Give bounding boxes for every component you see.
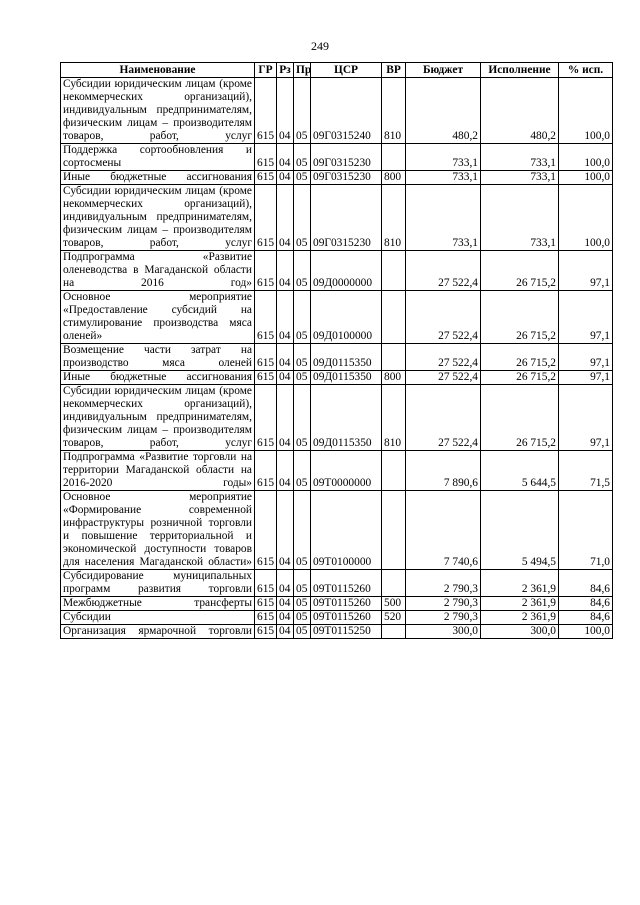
cell-budget: 27 522,4 bbox=[406, 371, 481, 385]
cell-name: Поддержка сортообновления и сортосмены bbox=[61, 144, 255, 171]
header-percent: % исп. bbox=[559, 63, 613, 78]
cell-name: Субсидии юридическим лицам (кроме некоммерческих организаций), индивидуальным предпринимателям, физическим лицам – производителям товаров, работ, услуг bbox=[61, 185, 255, 251]
cell-name: Субсидии bbox=[61, 611, 255, 625]
cell-percent: 100,0 bbox=[559, 625, 613, 639]
cell-csr: 09Д0115350 bbox=[311, 371, 382, 385]
cell-budget: 27 522,4 bbox=[406, 251, 481, 291]
cell-percent: 97,1 bbox=[559, 291, 613, 344]
table-row bbox=[61, 344, 613, 371]
table-row bbox=[61, 185, 613, 251]
cell-execution: 733,1 bbox=[481, 144, 559, 171]
cell-vr bbox=[382, 291, 406, 344]
header-pr: Пр bbox=[294, 63, 311, 78]
cell-name: Основное мероприятие «Предоставление субсидий на стимулирование производства мяса оленей» bbox=[61, 291, 255, 344]
cell-csr: 09Т0115260 bbox=[311, 570, 382, 597]
cell-csr: 09Г0315230 bbox=[311, 144, 382, 171]
cell-csr: 09Т0115250 bbox=[311, 625, 382, 639]
cell-name: Иные бюджетные ассигнования bbox=[61, 371, 255, 385]
table-row bbox=[61, 625, 613, 639]
cell-gr: 615 bbox=[255, 385, 277, 451]
header-gr: ГР bbox=[255, 63, 277, 78]
cell-budget: 733,1 bbox=[406, 144, 481, 171]
cell-rz: 04 bbox=[277, 291, 294, 344]
cell-execution: 733,1 bbox=[481, 185, 559, 251]
cell-pr: 05 bbox=[294, 491, 311, 570]
cell-vr: 810 bbox=[382, 385, 406, 451]
cell-rz: 04 bbox=[277, 451, 294, 491]
cell-pr: 05 bbox=[294, 344, 311, 371]
cell-name: Субсидии юридическим лицам (кроме некоммерческих организаций), индивидуальным предпринимателям, физическим лицам – производителям товаров, работ, услуг bbox=[61, 78, 255, 144]
cell-vr: 500 bbox=[382, 597, 406, 611]
cell-pr: 05 bbox=[294, 597, 311, 611]
cell-pr: 05 bbox=[294, 385, 311, 451]
cell-percent: 97,1 bbox=[559, 344, 613, 371]
cell-gr: 615 bbox=[255, 597, 277, 611]
cell-execution: 26 715,2 bbox=[481, 344, 559, 371]
cell-pr: 05 bbox=[294, 251, 311, 291]
cell-pr: 05 bbox=[294, 171, 311, 185]
cell-percent: 97,1 bbox=[559, 371, 613, 385]
cell-name: Субсидирование муниципальных программ развития торговли bbox=[61, 570, 255, 597]
cell-execution: 2 361,9 bbox=[481, 570, 559, 597]
cell-vr: 810 bbox=[382, 78, 406, 144]
cell-percent: 100,0 bbox=[559, 171, 613, 185]
table-row bbox=[61, 78, 613, 144]
cell-name: Иные бюджетные ассигнования bbox=[61, 171, 255, 185]
cell-rz: 04 bbox=[277, 371, 294, 385]
table-row bbox=[61, 171, 613, 185]
table-row bbox=[61, 597, 613, 611]
cell-percent: 97,1 bbox=[559, 251, 613, 291]
cell-vr: 800 bbox=[382, 171, 406, 185]
cell-pr: 05 bbox=[294, 625, 311, 639]
cell-percent: 100,0 bbox=[559, 144, 613, 171]
cell-pr: 05 bbox=[294, 144, 311, 171]
cell-vr bbox=[382, 570, 406, 597]
cell-vr: 810 bbox=[382, 185, 406, 251]
cell-percent: 84,6 bbox=[559, 597, 613, 611]
cell-vr: 520 bbox=[382, 611, 406, 625]
cell-csr: 09Т0115260 bbox=[311, 597, 382, 611]
cell-csr: 09Т0115260 bbox=[311, 611, 382, 625]
cell-budget: 2 790,3 bbox=[406, 570, 481, 597]
header-budget: Бюджет bbox=[406, 63, 481, 78]
cell-csr: 09Г0315230 bbox=[311, 185, 382, 251]
cell-budget: 27 522,4 bbox=[406, 344, 481, 371]
cell-percent: 100,0 bbox=[559, 185, 613, 251]
cell-rz: 04 bbox=[277, 185, 294, 251]
cell-csr: 09Т0000000 bbox=[311, 451, 382, 491]
cell-percent: 84,6 bbox=[559, 611, 613, 625]
cell-vr bbox=[382, 344, 406, 371]
cell-gr: 615 bbox=[255, 371, 277, 385]
cell-name: Возмещение части затрат на производство мяса оленей bbox=[61, 344, 255, 371]
cell-rz: 04 bbox=[277, 570, 294, 597]
cell-csr: 09Д0000000 bbox=[311, 251, 382, 291]
cell-budget: 27 522,4 bbox=[406, 385, 481, 451]
cell-csr: 09Г0315240 bbox=[311, 78, 382, 144]
cell-csr: 09Г0315230 bbox=[311, 171, 382, 185]
cell-budget: 733,1 bbox=[406, 171, 481, 185]
cell-budget: 733,1 bbox=[406, 185, 481, 251]
cell-name: Подпрограмма «Развитие оленеводства в Магаданской области на 2016 год» bbox=[61, 251, 255, 291]
page-number: 249 bbox=[311, 39, 329, 53]
cell-name: Организация ярмарочной торговли bbox=[61, 625, 255, 639]
cell-name: Основное мероприятие «Формирование современной инфраструктуры розничной торговли и повышение территориальной и экономической доступности товаров для населения Магаданской области» bbox=[61, 491, 255, 570]
cell-execution: 2 361,9 bbox=[481, 597, 559, 611]
cell-rz: 04 bbox=[277, 597, 294, 611]
cell-rz: 04 bbox=[277, 385, 294, 451]
header-execution: Исполнение bbox=[481, 63, 559, 78]
cell-budget: 2 790,3 bbox=[406, 611, 481, 625]
budget-execution-table bbox=[60, 62, 613, 639]
table-row bbox=[61, 144, 613, 171]
cell-pr: 05 bbox=[294, 451, 311, 491]
cell-vr bbox=[382, 491, 406, 570]
cell-execution: 300,0 bbox=[481, 625, 559, 639]
cell-rz: 04 bbox=[277, 171, 294, 185]
cell-rz: 04 bbox=[277, 625, 294, 639]
cell-pr: 05 bbox=[294, 371, 311, 385]
cell-budget: 27 522,4 bbox=[406, 291, 481, 344]
cell-csr: 09Д0115350 bbox=[311, 344, 382, 371]
cell-rz: 04 bbox=[277, 144, 294, 171]
cell-pr: 05 bbox=[294, 185, 311, 251]
cell-pr: 05 bbox=[294, 78, 311, 144]
cell-gr: 615 bbox=[255, 451, 277, 491]
cell-gr: 615 bbox=[255, 625, 277, 639]
cell-gr: 615 bbox=[255, 570, 277, 597]
cell-execution: 2 361,9 bbox=[481, 611, 559, 625]
cell-execution: 5 494,5 bbox=[481, 491, 559, 570]
header-csr: ЦСР bbox=[311, 63, 382, 78]
cell-pr: 05 bbox=[294, 291, 311, 344]
cell-vr bbox=[382, 251, 406, 291]
cell-rz: 04 bbox=[277, 491, 294, 570]
cell-execution: 733,1 bbox=[481, 171, 559, 185]
table-header-row bbox=[61, 63, 613, 78]
cell-percent: 97,1 bbox=[559, 385, 613, 451]
cell-percent: 84,6 bbox=[559, 570, 613, 597]
cell-rz: 04 bbox=[277, 251, 294, 291]
table-row bbox=[61, 371, 613, 385]
cell-vr bbox=[382, 144, 406, 171]
cell-execution: 26 715,2 bbox=[481, 371, 559, 385]
cell-gr: 615 bbox=[255, 291, 277, 344]
cell-name: Субсидии юридическим лицам (кроме некоммерческих организаций), индивидуальным предпринимателям, физическим лицам – производителям товаров, работ, услуг bbox=[61, 385, 255, 451]
table-row bbox=[61, 385, 613, 451]
table-body bbox=[61, 78, 613, 639]
cell-csr: 09Д0115350 bbox=[311, 385, 382, 451]
cell-budget: 7 890,6 bbox=[406, 451, 481, 491]
header-rz: Рз bbox=[277, 63, 294, 78]
cell-gr: 615 bbox=[255, 344, 277, 371]
cell-budget: 7 740,6 bbox=[406, 491, 481, 570]
cell-name: Межбюджетные трансферты bbox=[61, 597, 255, 611]
cell-rz: 04 bbox=[277, 611, 294, 625]
cell-gr: 615 bbox=[255, 78, 277, 144]
cell-gr: 615 bbox=[255, 491, 277, 570]
table-row bbox=[61, 451, 613, 491]
cell-rz: 04 bbox=[277, 78, 294, 144]
cell-percent: 71,5 bbox=[559, 451, 613, 491]
cell-gr: 615 bbox=[255, 144, 277, 171]
cell-gr: 615 bbox=[255, 251, 277, 291]
cell-budget: 480,2 bbox=[406, 78, 481, 144]
header-name: Наименование bbox=[61, 63, 255, 78]
cell-vr bbox=[382, 451, 406, 491]
cell-gr: 615 bbox=[255, 185, 277, 251]
cell-rz: 04 bbox=[277, 344, 294, 371]
table-row bbox=[61, 570, 613, 597]
cell-csr: 09Д0100000 bbox=[311, 291, 382, 344]
cell-vr: 800 bbox=[382, 371, 406, 385]
cell-execution: 480,2 bbox=[481, 78, 559, 144]
table-row bbox=[61, 611, 613, 625]
cell-budget: 2 790,3 bbox=[406, 597, 481, 611]
table-row bbox=[61, 291, 613, 344]
table-row bbox=[61, 491, 613, 570]
cell-execution: 5 644,5 bbox=[481, 451, 559, 491]
header-vr: ВР bbox=[382, 63, 406, 78]
cell-execution: 26 715,2 bbox=[481, 385, 559, 451]
cell-name: Подпрограмма «Развитие торговли на территории Магаданской области на 2016-2020 годы» bbox=[61, 451, 255, 491]
cell-percent: 100,0 bbox=[559, 78, 613, 144]
cell-gr: 615 bbox=[255, 171, 277, 185]
cell-execution: 26 715,2 bbox=[481, 251, 559, 291]
cell-pr: 05 bbox=[294, 570, 311, 597]
table-row bbox=[61, 251, 613, 291]
cell-gr: 615 bbox=[255, 611, 277, 625]
cell-budget: 300,0 bbox=[406, 625, 481, 639]
cell-execution: 26 715,2 bbox=[481, 291, 559, 344]
cell-pr: 05 bbox=[294, 611, 311, 625]
cell-percent: 71,0 bbox=[559, 491, 613, 570]
cell-vr bbox=[382, 625, 406, 639]
cell-csr: 09Т0100000 bbox=[311, 491, 382, 570]
